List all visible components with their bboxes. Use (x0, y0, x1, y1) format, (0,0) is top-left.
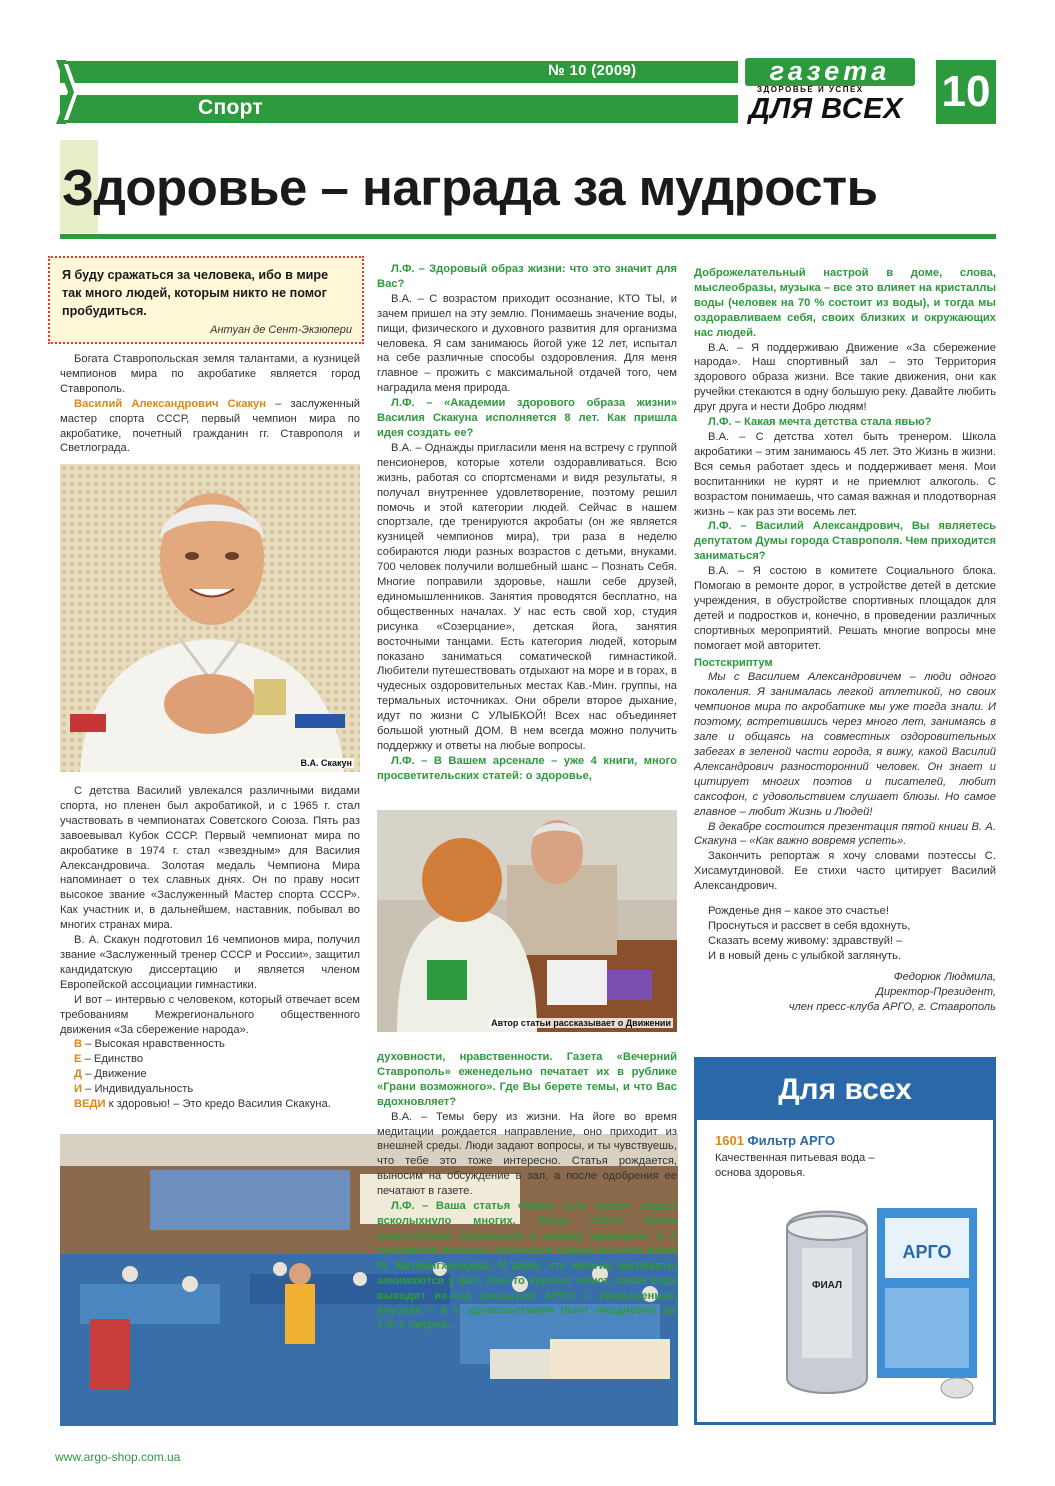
question-6: Л.Ф. – Василий Александрович, Вы являетесь депутатом Думы города Ставрополя. Чем приходится заниматься? (694, 520, 996, 563)
answer-1: В.А. – С возрастом приходит осознание, КТО ТЫ, и зачем пришел на эту землю. Понимаешь значение воды, пищи, физического и духовного развития для организма человека. Я сам занимаюсь йогой уже 12 лет, испытал на себе различные способы оздоровления. Для меня главное – прожить с максимальной отдачей того, чем наградила меня природа. (377, 292, 677, 395)
header-chevron-icon (56, 60, 80, 124)
acrostic-item: Д – Движение (74, 1068, 147, 1081)
acrostic-item: В – Высокая нравственность (74, 1038, 225, 1051)
acrostic-item: И – Индивидуальность (74, 1083, 194, 1096)
section-label: Спорт (198, 96, 264, 119)
postscript-paragraph-3: Закончить репортаж я хочу словами поэтессы С. Хисамутдиновой. Ее стихи часто цитирует Василий Александрович. (694, 850, 996, 893)
question-3-start: Л.Ф. – В Вашем арсенале – уже 4 книги, много просветительских статей: о здоровье, (377, 754, 677, 782)
question-2: Л.Ф. – «Академии здорового образа жизни» Василия Скакуна исполняется 8 лет. Как пришла идея создать ее? (377, 397, 677, 439)
question-4: Л.Ф. – Ваша статья «Ваше тело просит воды» всколыхнуло многих. Люди стали более ответственно относиться к своему здоровью, и с прилавков книжных магазинов города исчезли книги Ф. Батмангхелиджа. Я вижу, что многие аргонавты занимаются у Вас. Они-то хорошо знают, какая вода выходит из-под фильтров АРГО – качественная, вкусная – и с удовольствием пьют ежедневно до 1,5–2 литров. (377, 1200, 677, 1332)
poem-line: Проснуться и рассвет в себя вдохнуть, (708, 919, 911, 932)
photo-interview-table (377, 810, 677, 1032)
biography-paragraph-1: С детства Василий увлекался различными видами спорта, но пленен был акробатикой, и с 1965 г. стал участвовать в чемпионатах Советского Союза. Пять раз завоевывал Кубок СССР. Первый чемпионат мира по акробатике в 1974 г. стал «звездным» для Василия Александровича. Золотая медаль Чемпиона Мира напоминает о тех славных днях. Он по праву носит высокое звание «Заслуженный Мастер спорта СССР». Как участник и, в дальнейшем, наставник, побывал во многих странах мира. (60, 785, 360, 932)
poem (708, 904, 996, 964)
poem-line: Сказать всему живому: здравствуй! – (708, 934, 903, 947)
ad-product-code: 1601 (715, 1133, 744, 1148)
epigraph-text: Я буду сражаться за человека, ибо в мире так много людей, которым никто не помог пробудиться. (62, 268, 329, 318)
column-2-interview (377, 262, 677, 784)
signature (694, 970, 996, 1015)
answer-6: В.А. – Я состою в комитете Социального блока. Помогаю в ремонте дорог, в устройстве детей в детские учреждения, в обустройстве спортивных площадок для детей и подростков и, конечно, в проведении различных спортивных мероприятий. Решать многие вопросы мне помогает мой авторитет. (694, 565, 996, 652)
column-1-intro (60, 352, 360, 456)
issue-number: № 10 (2009) (548, 62, 637, 79)
column-3-interview (694, 266, 996, 1014)
postscript-paragraph-2: В декабре состоится презентация пятой книги В. А. Скакуна – «Как важно вовремя успеть». (694, 820, 996, 848)
ad-block[interactable] (694, 1057, 996, 1425)
ad-box-brand: АРГО (902, 1242, 952, 1262)
hero-paragraph (60, 397, 360, 457)
question-3-end: духовности, нравственности. Газета «Вечерний Ставрополь» еженедельно печатает их в рублике «Грани возможного». Где Вы берете темы, и что Вас вдохновляет? (377, 1051, 677, 1108)
acrostic-credo: ВЕДИ к здоровью! – Это кредо Василия Скакуна. (74, 1098, 331, 1111)
ad-product-line (715, 1133, 835, 1148)
column-2-continuation (377, 1050, 677, 1333)
column-1-biography (60, 784, 360, 1112)
question-4-end: Доброжелательный настрой в доме, слова, мыслеобразы, музыка – все это влияет на кристаллы воды (человек на 70 % состоит из воды), и тогда мы оздоравливаем себя, своих близких и окружающих нас людей. (694, 267, 996, 339)
answer-5: В.А. – С детства хотел быть тренером. Школа акробатики – этим занимаюсь 45 лет. Это Жизнь в жизни. Вся семья работает здесь и поддерживает меня. Мои воспитанники не курят и не приемлют алкоголь. С возрастом понимаешь, что самая важная и плодотворная жизнь – как раз эти восемь лет. (694, 430, 996, 518)
hero-description: – заслуженный мастер спорта СССР, первый чемпион мира по акробатике, почетный гражданин гг. Ставрополя и Светлограда. (60, 397, 361, 455)
signature-line: член пресс-клуба АРГО, г. Ставрополь (788, 1000, 996, 1013)
logo-bottom-text: ДЛЯ ВСЕХ (749, 93, 903, 125)
answer-3: В.А. – Темы беру из жизни. На йоге во время медитации рождается направление, оно приходит из внешней среды. Люди задают вопросы, и ты чувствуешь, что тебе это тоже интересно. Статья рождается, выносим на обсуждение в зал, а после одобрения ее печатают в газете. (377, 1110, 677, 1198)
answer-2: В.А. – Однажды пригласили меня на встречу с группой пенсионеров, которые хотели оздоравливаться. Всю жизнь, работая со спортсменами и видя результаты, я получал внутреннее удовлетворение, поэтому решил помочь и этой категории людей. Сейчас в нашем спортзале, где тренируются акробаты (он же является кузницей чемпионов мира), три раза в неделю собираются люди разных возрастов с детьми, внуками. 700 человек получили волшебный шанс – Познать Себя. Многие поправили здоровье, нашли себе друзей, единомышленников. Занятия проводятся бесплатно, на общественных началах. У нас есть свой хор, студия рисунка «Созерцание», детская йога, занятия восточными танцами. Есть категория людей, которым показано заниматься соматической гимнастикой. Любители путешествовать отдыхают на море и в горах, в чудесных оздоровительных местах Кав.-Мин. группы, на термальных источниках. Они обрели второе дыхание, идут по жизни С УЛЫБКОЙ! Всех нас объединяет большой уютный ДОМ. В нем всегда можно получить поддержку и ответы на любые вопросы. (377, 441, 677, 752)
page-number: 10 (936, 60, 996, 124)
footer-url[interactable]: www.argo-shop.com.ua (55, 1450, 181, 1464)
water-filter-product-image (757, 1188, 987, 1416)
logo-top-text: газета (745, 58, 915, 86)
ad-product-label: ФИАЛ (811, 1280, 843, 1291)
postscript-paragraph-1: Мы с Василием Александровичем – люди одного поколения. Я занималась легкой атлетикой, но своих чемпионов мира по акробатике мы уже тогда знали. И поэтому, встретившись через много лет, занимаясь в зале и общаясь на совместных оздоровительных забегах в зеленой части города, я вижу, какой Василий Александрович разносторонний человек. Он знает и цитирует многих поэтов и писателей, любит саксофон, с удовольствием слушает блюзы. Но самое главное – любит Жизнь и Людей! (694, 671, 996, 818)
question-1: Л.Ф. – Здоровый образ жизни: что это значит для Вас? (377, 263, 677, 290)
question-5: Л.Ф. – Какая мечта детства стала явью? (708, 416, 932, 429)
intro-paragraph: Богата Ставропольская земля талантами, а кузницей чемпионов мира по акробатике является город Ставрополь. (60, 353, 360, 395)
signature-line: Федорюк Людмила, (893, 970, 996, 983)
answer-4: В.А. – Я поддерживаю Движение «За сбережение народа». Наш спортивный зал – это Территория здорового образа жизни. Все такие движения, они как ручейки стекаются в одну большую реку. Давайте любить друг друга и нести Добро людям! (694, 341, 996, 414)
epigraph-box (48, 256, 364, 344)
headline-rule (60, 234, 996, 239)
biography-paragraph-2: В. А. Скакун подготовил 16 чемпионов мира, получил звание «Заслуженный тренер СССР и России», защитил кандидатскую диссертацию и является членом Европейской ассоциации гимнастики. (60, 934, 360, 991)
hero-name: Василий Александрович Скакун (74, 397, 267, 410)
ad-description: Качественная питьевая вода – основа здоровья. (715, 1152, 875, 1179)
newspaper-logo (745, 58, 930, 126)
biography-paragraph-3: И вот – интервью с человеком, который отвечает всем требованиям Межрегионального общественного движения «За сбережение народа». (60, 993, 360, 1036)
poem-line: И в новый день с улыбкой заглянуть. (708, 949, 902, 962)
acrostic-item: Е – Единство (74, 1053, 144, 1066)
headline: Здоровье – награда за мудрость (62, 159, 878, 216)
logo-tagline: ЗДОРОВЬЕ И УСПЕХ (757, 85, 864, 94)
photo-portrait-caption: В.А. Скакун (300, 758, 352, 768)
ad-title: Для всех (697, 1060, 993, 1120)
signature-line: Директор-Президент, (875, 985, 996, 998)
ad-product-name: Фильтр АРГО (747, 1133, 836, 1148)
photo-interview-caption: Автор статьи рассказывает о Движении (491, 1018, 671, 1028)
photo-skakun-portrait (60, 464, 360, 772)
postscript-title: Постскриптум (694, 656, 773, 669)
header-bar-bottom (60, 95, 738, 123)
acrostic-list (74, 1037, 360, 1112)
poem-line: Рожденье дня – какое это счастье! (708, 905, 889, 918)
epigraph-author: Антуан де Сент-Экзюпери (210, 324, 352, 336)
